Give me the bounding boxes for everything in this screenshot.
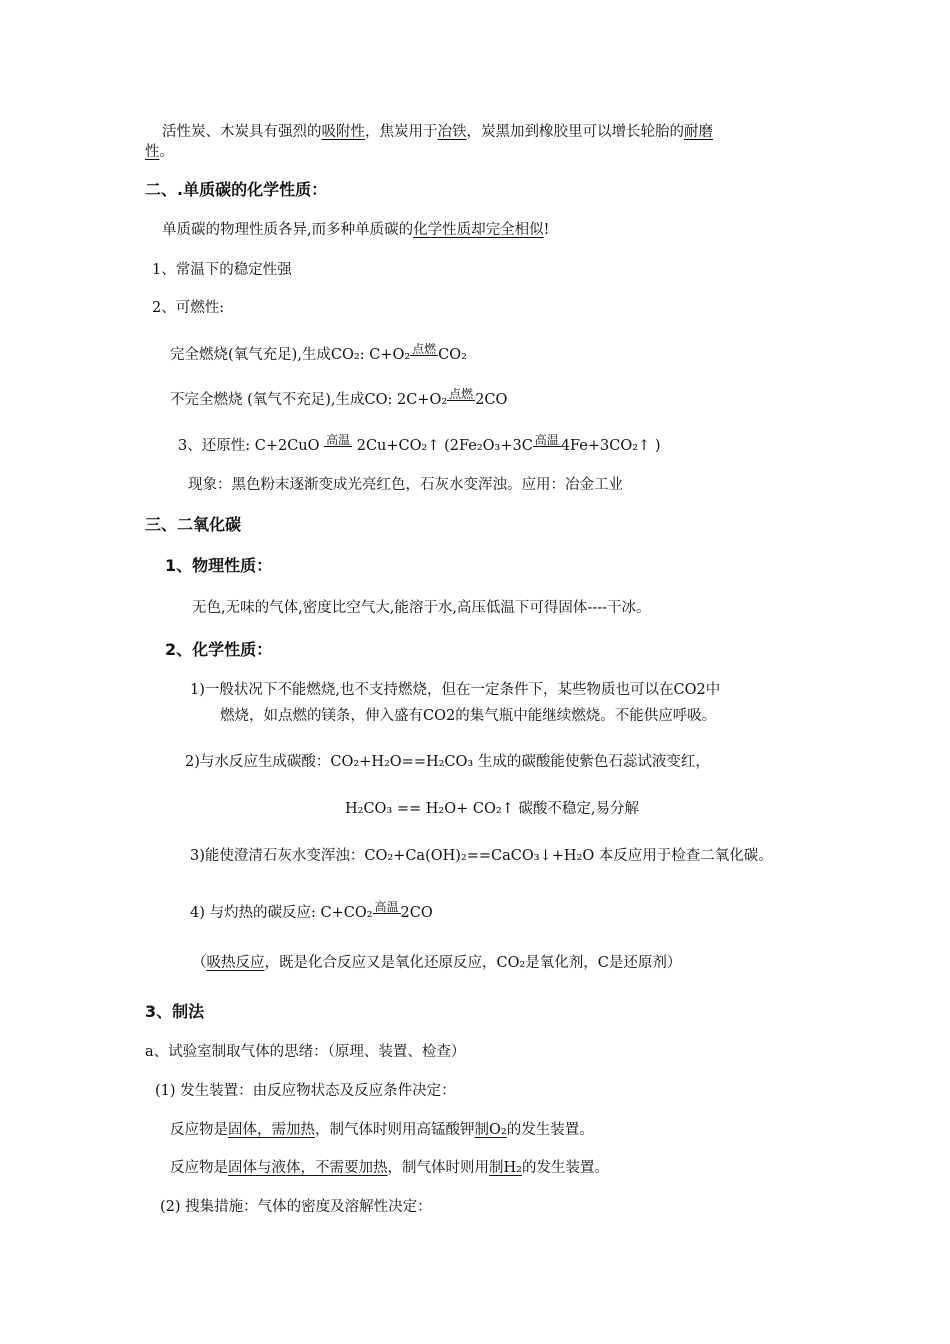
chem-prop-2: 2)与水反应生成碳酸：CO₂+H₂O==H₂CO₃ 生成的碳酸能使紫色石蕊试液变红， — [185, 754, 710, 770]
reaction-arrow — [447, 400, 475, 401]
text: ，制气体时则用 — [387, 1160, 489, 1176]
chem-prop-1-line1: 1)一般状况下不能燃烧,也不支持燃烧，但在一定条件下，某些物质也可以在CO2中 — [190, 682, 721, 698]
text: （ — [192, 955, 207, 971]
phenomenon-text: 现象：黑色粉末逐渐变成光亮红色，石灰水变浑浊。应用：冶金工业 — [188, 477, 623, 493]
underlined-term: 耐磨 — [684, 124, 713, 140]
underlined-term: 制H₂ — [489, 1160, 522, 1176]
underlined-term: 固体，需加热 — [228, 1122, 315, 1138]
generator-device-heading: (1) 发生装置：由反应物状态及反应条件决定： — [155, 1083, 456, 1099]
chem-prop-1-line2: 燃烧，如点燃的镁条，伸入盛有CO2的集气瓶中能继续燃烧。不能供应呼吸。 — [220, 708, 717, 724]
paragraph-carbon-uses-cont — [145, 142, 174, 162]
item-stability: 1、常温下的稳定性强 — [152, 262, 292, 278]
underlined-term: 吸热反应 — [206, 955, 265, 971]
reaction-arrow — [373, 913, 401, 914]
section-heading-2: 二、.单质碳的化学性质： — [145, 180, 328, 199]
text: ，炭黑加到橡胶里可以增长轮胎的 — [466, 124, 684, 140]
text: ，既是化合反应又是氧化还原反应，CO₂是氧化剂，C是还原剂） — [264, 955, 682, 971]
text: 的发生装置。 — [521, 1160, 609, 1176]
text: 反应物是 — [170, 1122, 228, 1138]
subheading-physical: 1、物理性质： — [165, 556, 273, 575]
chem-prop-3: 3)能使澄清石灰水变浑浊：CO₂+Ca(OH)₂==CaCO₃↓+H₂O 本反应用于检查二氧化碳。 — [190, 848, 773, 864]
text: 4) 与灼热的碳反应: C+CO₂ — [190, 905, 373, 921]
paragraph-chem-props — [162, 220, 549, 240]
condition-label: 点燃 — [412, 342, 437, 356]
equation-reduction — [178, 433, 661, 456]
paragraph-carbon-uses — [162, 122, 713, 142]
text: 活性炭、木炭具有强烈的 — [162, 124, 322, 140]
reaction-condition — [447, 388, 475, 401]
text: 2Cu+CO₂↑ (2Fe₂O₃+3C — [352, 438, 533, 454]
text: 反应物是 — [170, 1160, 228, 1176]
carbonic-acid-decomposition: H₂CO₃ == H₂O+ CO₂↑ 碳酸不稳定,易分解 — [345, 801, 640, 817]
underlined-term: 性 — [145, 144, 160, 160]
text: 的发生装置。 — [506, 1122, 594, 1138]
item-combustibility: 2、可燃性: — [152, 300, 225, 316]
text: 3、还原性: C+2CuO — [178, 438, 325, 454]
chem-prop-4 — [190, 900, 433, 923]
physical-props-text: 无色,无味的气体,密度比空气大,能溶于水,高压低温下可得固体----干冰。 — [192, 600, 651, 616]
condition-label: 高温 — [534, 433, 559, 447]
equation-incomplete-combustion — [170, 387, 508, 410]
underlined-term: 化学性质却完全相似 — [413, 222, 544, 238]
generator-solid-liquid — [170, 1158, 609, 1178]
preparation-intro: a、试验室制取气体的思绪：（原理、装置、检查） — [145, 1044, 466, 1060]
text: 2CO — [400, 905, 433, 921]
collection-method-heading: (2) 搜集措施：气体的密度及溶解性决定： — [160, 1199, 432, 1215]
underlined-term: 制O₂ — [474, 1122, 507, 1138]
reaction-condition — [533, 434, 561, 447]
text: 不完全燃烧 (氧气不充足),生成CO: 2C+O₂ — [170, 392, 448, 408]
reaction-condition — [410, 343, 438, 356]
text: 单质碳的物理性质各异,而多种单质碳的 — [162, 222, 414, 238]
underlined-term: 吸附性 — [321, 124, 365, 140]
endothermic-note — [192, 953, 681, 973]
text: 4Fe+3CO₂↑ ) — [560, 438, 661, 454]
text: 2CO — [475, 392, 508, 408]
reaction-condition — [373, 901, 401, 914]
section-heading-3: 三、二氧化碳 — [145, 515, 242, 534]
text: CO₂ — [438, 347, 467, 363]
reaction-arrow — [410, 355, 438, 356]
condition-label: 点燃 — [449, 387, 474, 401]
text: 完全燃烧(氧气充足),生成CO₂: C+O₂ — [170, 347, 411, 363]
text: ! — [543, 222, 550, 238]
equation-complete-combustion — [170, 342, 467, 365]
reaction-arrow — [324, 446, 352, 447]
condition-label: 高温 — [374, 900, 399, 914]
generator-solid-heated — [170, 1120, 594, 1140]
underlined-term: 冶铁 — [437, 124, 467, 140]
reaction-arrow — [533, 446, 561, 447]
text: ，焦炭用于 — [365, 124, 438, 140]
text: ，制气体时则用高锰酸钾 — [315, 1122, 475, 1138]
text: 。 — [159, 144, 174, 160]
reaction-condition — [324, 434, 352, 447]
underlined-term: 固体与液体，不需要加热 — [228, 1160, 388, 1176]
subheading-chemical: 2、化学性质： — [165, 640, 273, 659]
condition-label: 高温 — [326, 433, 351, 447]
section-heading-preparation: 3、制法 — [145, 1002, 205, 1021]
